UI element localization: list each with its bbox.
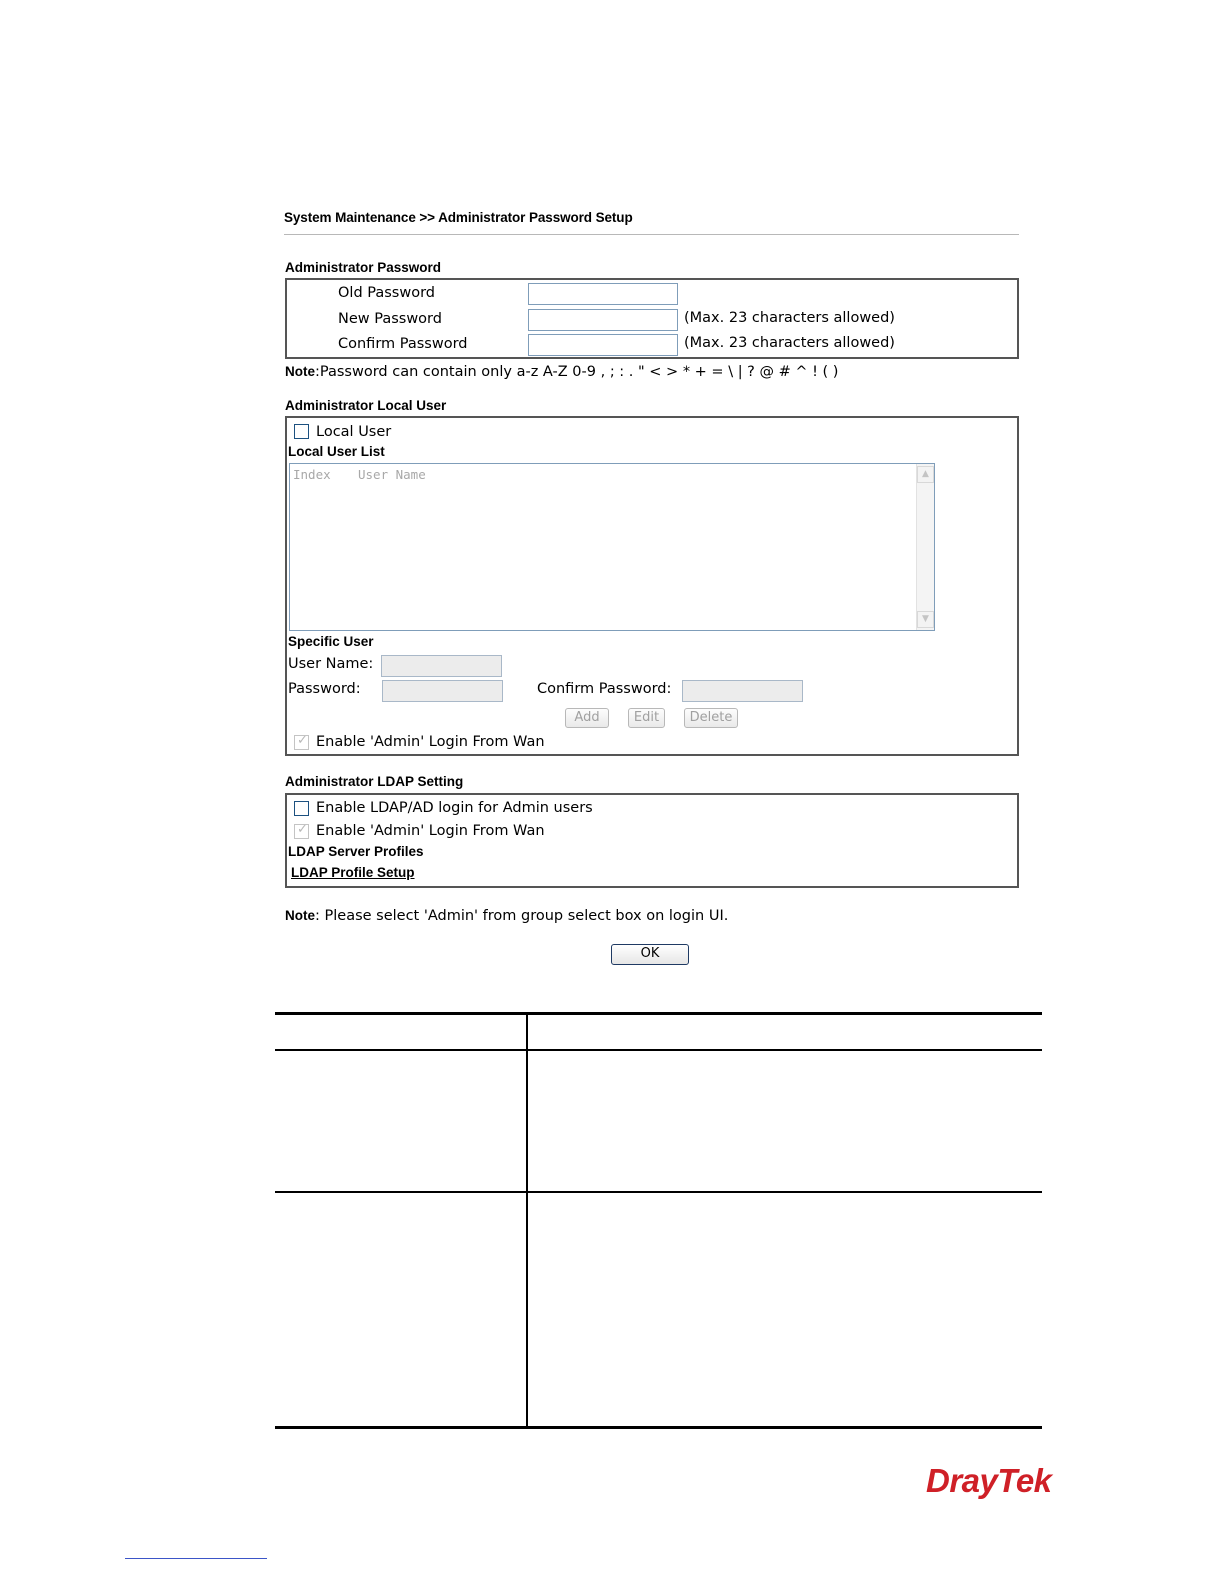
table-bottom-rule — [275, 1426, 1042, 1429]
password-note-label: Note — [285, 364, 315, 379]
page-title: System Maintenance >> Administrator Password Setup — [284, 210, 633, 225]
local-user-list-title: Local User List — [288, 444, 385, 459]
login-note-text: : Please select 'Admin' from group select box on login UI. — [315, 908, 729, 924]
draytek-logo — [926, 1462, 1052, 1500]
ldap-profile-setup-link[interactable]: LDAP Profile Setup — [291, 865, 415, 880]
login-note-label: Note — [285, 908, 315, 923]
logo-part-dray: Dray — [926, 1462, 998, 1499]
specific-confirm-password-input[interactable] — [682, 680, 803, 702]
title-divider — [284, 234, 1019, 235]
list-header-username: User Name — [358, 467, 426, 482]
edit-button[interactable]: Edit — [628, 708, 665, 728]
specific-username-input[interactable] — [381, 655, 502, 677]
password-note-text: :Password can contain only a-z A-Z 0-9 , ; : . " < > * + = \ | ? @ # ^ ! ( ) — [315, 364, 839, 380]
table-top-rule — [275, 1012, 1042, 1015]
table-row-rule — [275, 1191, 1042, 1193]
new-password-label: New Password — [338, 311, 442, 327]
local-user-section-title: Administrator Local User — [285, 398, 447, 413]
local-admin-wan-label: Enable 'Admin' Login From Wan — [316, 734, 545, 750]
confirm-password-input[interactable] — [528, 334, 678, 356]
admin-password-section-title: Administrator Password — [285, 260, 442, 275]
old-password-label: Old Password — [338, 285, 435, 301]
ldap-profiles-title: LDAP Server Profiles — [288, 844, 424, 859]
ldap-admin-wan-checkbox[interactable] — [294, 824, 309, 839]
scroll-up-icon[interactable]: ▲ — [917, 466, 934, 483]
confirm-password-label: Confirm Password — [338, 336, 468, 352]
new-password-input[interactable] — [528, 309, 678, 331]
old-password-input[interactable] — [528, 283, 678, 305]
specific-confirm-password-label: Confirm Password: — [537, 681, 672, 697]
list-header-index: Index — [293, 467, 331, 482]
specific-user-title: Specific User — [288, 634, 374, 649]
scroll-down-icon[interactable]: ▼ — [917, 611, 934, 628]
check-icon: ✓ — [297, 822, 308, 837]
confirm-password-hint: (Max. 23 characters allowed) — [684, 335, 895, 351]
delete-button[interactable]: Delete — [684, 708, 738, 728]
add-button[interactable]: Add — [565, 708, 609, 728]
logo-part-tek: Tek — [997, 1462, 1052, 1499]
footer-link-rule — [125, 1558, 267, 1559]
specific-username-label: User Name: — [288, 656, 374, 672]
local-admin-wan-checkbox[interactable] — [294, 735, 309, 750]
ldap-admin-wan-label: Enable 'Admin' Login From Wan — [316, 823, 545, 839]
ldap-section-title: Administrator LDAP Setting — [285, 774, 464, 789]
local-user-checkbox-label: Local User — [316, 424, 392, 440]
table-header-rule — [275, 1049, 1042, 1051]
ok-button[interactable]: OK — [611, 944, 689, 965]
specific-password-label: Password: — [288, 681, 361, 697]
specific-password-input[interactable] — [382, 680, 503, 702]
listbox-scrollbar[interactable] — [916, 464, 934, 630]
local-user-checkbox[interactable] — [294, 424, 309, 439]
local-user-listbox[interactable] — [289, 463, 935, 631]
ldap-enable-label: Enable LDAP/AD login for Admin users — [316, 800, 593, 816]
table-column-divider — [526, 1014, 528, 1427]
check-icon: ✓ — [297, 733, 308, 748]
ldap-enable-checkbox[interactable] — [294, 801, 309, 816]
login-note — [285, 905, 728, 924]
password-note — [285, 361, 838, 380]
new-password-hint: (Max. 23 characters allowed) — [684, 310, 895, 326]
